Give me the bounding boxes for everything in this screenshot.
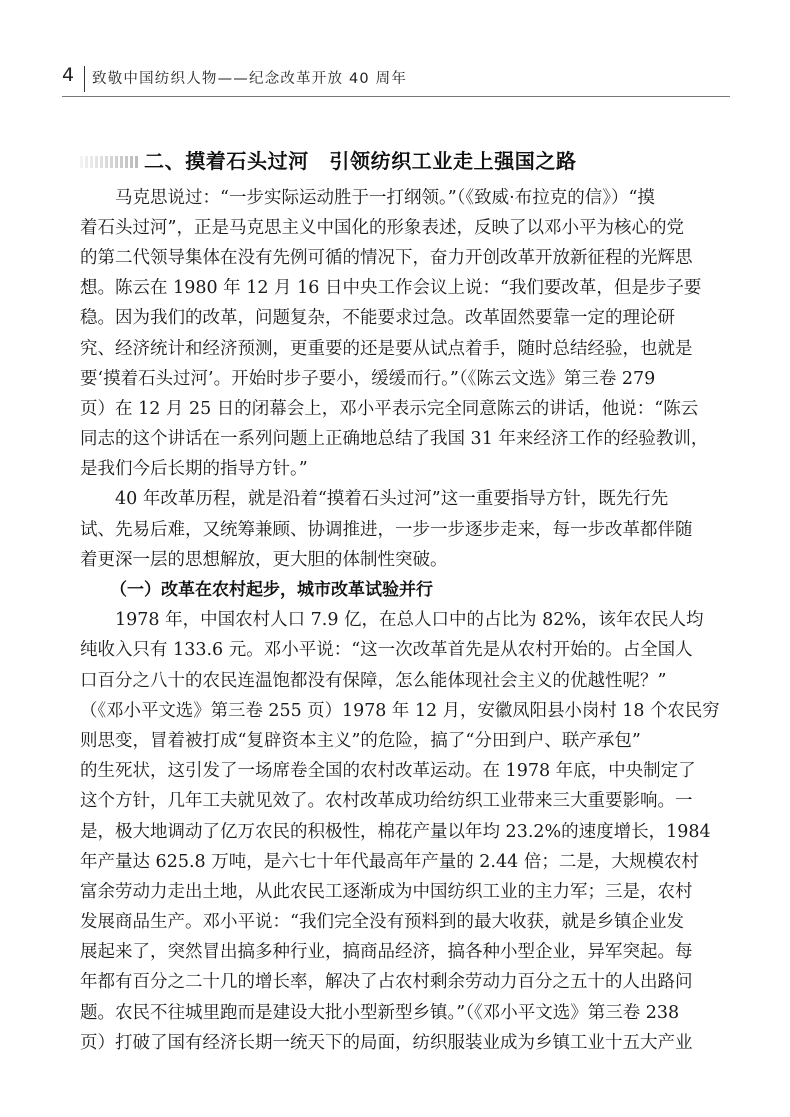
text-line: 着石头过河”，正是马克思主义中国化的形象表述，反映了以邓小平为核心的党: [80, 218, 684, 238]
header-rule: [62, 96, 730, 97]
text-line: 纯收入只有 133.6 元。邓小平说：“这一次改革首先是从农村开始的。占全国人: [80, 640, 693, 660]
text-line: 是我们今后长期的指导方针。”: [80, 459, 308, 479]
text-line: 稳。因为我们的改革，问题复杂，不能要求过急。改革固然要靠一定的理论研: [80, 308, 675, 328]
subsection-heading: （一）改革在农村起步，城市改革试验并行: [110, 580, 433, 600]
text-line: 发展商品生产。邓小平说：“我们完全没有预料到的最大收获，就是乡镇企业发: [80, 912, 684, 932]
text-line: 富余劳动力走出土地，从此农民工逐渐成为中国纺织工业的主力军；三是，农村: [80, 882, 693, 902]
text-line: 页）打破了国有经济长期一统天下的局面，纺织服装业成为乡镇工业十五大产业: [80, 1033, 693, 1053]
text-line: 是，极大地调动了亿万农民的积极性，棉花产量以年均 23.2%的速度增长，1984: [80, 822, 711, 842]
text-line: 年都有百分之二十几的增长率，解决了占农村剩余劳动力百分之五十的人出路问: [80, 972, 693, 992]
page-number: 4: [62, 64, 75, 86]
text-line: 题。农民不往城里跑而是建设大批小型新型乡镇。”（《邓小平文选》第三卷 238: [80, 1003, 680, 1023]
book-title: 致敬中国纺织人物——纪念改革开放 40 周年: [92, 71, 408, 87]
text-line: 的生死状，这引发了一场席卷全国的农村改革运动。在 1978 年底，中央制定了: [80, 761, 696, 781]
text-line: 年产量达 625.8 万吨，是六七十年代最高年产量的 2.44 倍；二是，大规模农村: [80, 852, 699, 872]
text-line: 着更深一层的思想解放，更大胆的体制性突破。: [80, 550, 448, 570]
section-heading-text: 二、摸着石头过河 引领纺织工业走上强国之路: [144, 149, 577, 173]
section-heading: [80, 145, 720, 177]
text-line: 口百分之八十的农民连温饱都没有保障，怎么能体现社会主义的优越性呢？”: [80, 671, 667, 691]
running-header: [62, 60, 730, 94]
text-line: 要‘摸着石头过河’。开始时步子要小，缓缓而行。”（《陈云文选》第三卷 279: [80, 369, 656, 389]
text-line: 同志的这个讲话在一系列问题上正确地总结了我国 31 年来经济工作的经验教训，: [80, 429, 709, 449]
text-line: 试、先易后难，又统筹兼顾、协调推进，一步一步逐步走来，每一步改革都伴随: [80, 520, 693, 540]
text-line: 的第二代领导集体在没有先例可循的情况下，奋力开创改革开放新征程的光辉思: [80, 248, 693, 268]
heading-decoration: [80, 156, 138, 168]
text-line: （《邓小平文选》第三卷 255 页）1978 年 12 月，安徽凤阳县小岗村 18 个农民穷: [80, 701, 720, 721]
text-line: 想。陈云在 1980 年 12 月 16 日中央工作会议上说：“我们要改革，但是步子要: [80, 278, 702, 298]
text-line: 马克思说过：“一步实际运动胜于一打纲领。”（《致威·布拉克的信》）“摸: [80, 188, 655, 208]
header-divider: [84, 66, 85, 92]
text-line: 则思变，冒着被打成“复辟资本主义”的危险，搞了“分田到户、联产承包”: [80, 731, 641, 751]
text-line: 展起来了，突然冒出搞多种行业，搞商品经济，搞各种小型企业，异军突起。每: [80, 942, 693, 962]
text-line: 究、经济统计和经济预测，更重要的还是要从试点着手，随时总结经验，也就是: [80, 339, 693, 359]
text-line: 页）在 12 月 25 日的闭幕会上，邓小平表示完全同意陈云的讲话，他说：“陈云: [80, 399, 699, 419]
text-line: 这个方针，几年工夫就见效了。农村改革成功给纺织工业带来三大重要影响。一: [80, 791, 693, 811]
text-line: 40 年改革历程，就是沿着“摸着石头过河”这一重要指导方针，既先行先: [80, 489, 669, 509]
text-line: 1978 年，中国农村人口 7.9 亿，在总人口中的占比为 82%，该年农民人均: [80, 610, 704, 630]
